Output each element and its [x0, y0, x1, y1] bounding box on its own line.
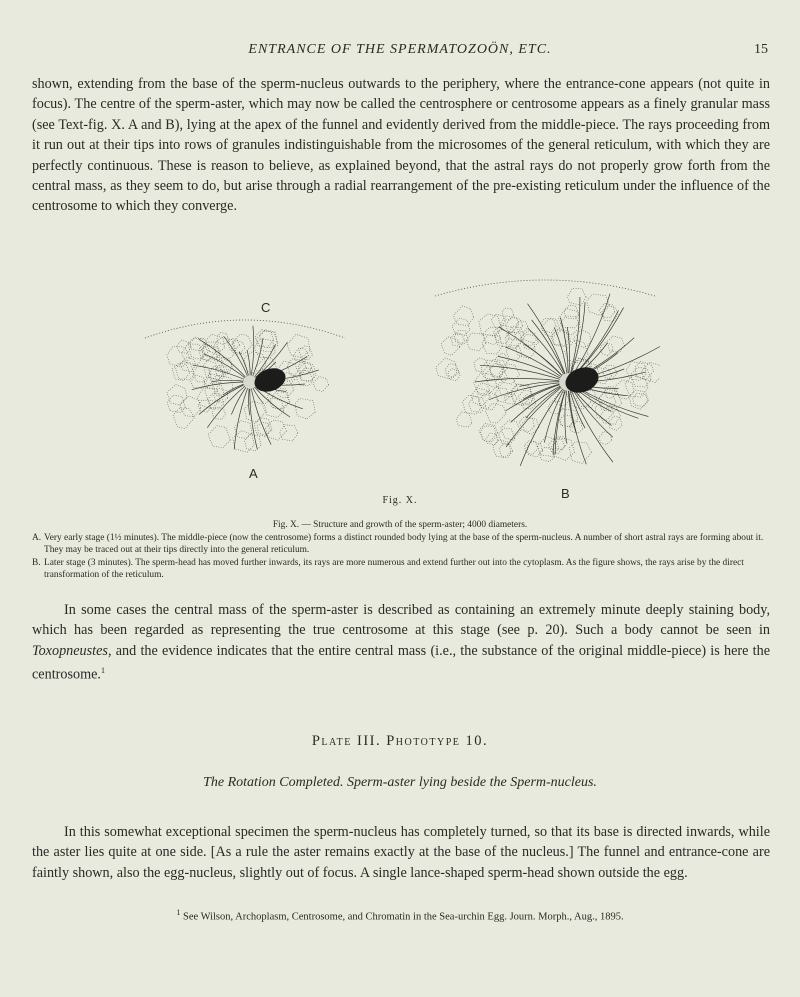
caption-text-a: Very early stage (1½ minutes). The middle-piece (now the centrosome) forms a distinct rounded body lying at the base of the sperm-nucleus. A number of short astral rays are forming about it. They may be traced out at their tips directly into the general reticulum.: [44, 533, 764, 555]
caption-key-b: B.: [32, 558, 41, 568]
caption-key-a: A.: [32, 533, 42, 543]
paragraph-1: shown, extending from the base of the sperm-nucleus outwards to the periphery, where the entrance-cone appears (not quite in focus). The centre of the sperm-aster, which may now be called the centrosphere or centrosome appears as a finely granular mass (see Text-fig. X. A and B), lying at the apex of the funnel and evidently derived from the middle-piece. The rays proceeding from it run out at their tips into rows of granules indistinguishable from the microsomes of the general reticulum, with which they are perfectly continuous. These is reason to believe, as explained beyond, that the astral rays do not properly grow forth from the central mass, as they seem to do, but arise through a radial rearrangement of the pre-existing reticulum under the influence of the centrosome to which they converge.: [32, 76, 770, 215]
figure-title: Fig. X.: [382, 495, 418, 506]
paragraph-3: In this somewhat exceptional specimen the sperm-nucleus has completely turned, so that its base is directed inwards, while the aster lies quite at one side. [As a rule the aster remains exactly at the base of the nucleus.] The funnel and entrance-cone are faintly shown, also the egg-nucleus, slightly out of focus. A single lance-shaped sperm-head shown outside the egg.: [32, 824, 770, 881]
species-name: Toxopneustes: [32, 642, 108, 659]
footnote: [0, 908, 800, 923]
caption-item-b: [32, 558, 772, 581]
plate-subtitle: The Rotation Completed. Sperm-aster lying beside the Sperm-nucleus.: [203, 775, 597, 790]
caption-item-a: [32, 533, 772, 556]
figure-label-c: C: [261, 300, 271, 315]
page-number: 15: [754, 42, 768, 57]
figure-label-a: A: [249, 466, 258, 481]
footnote-reference: 1: [100, 666, 105, 676]
running-head: ENTRANCE OF THE SPERMATOZOÖN, ETC.: [248, 42, 552, 57]
caption-text-b: Later stage (3 minutes). The sperm-head has moved further inwards, its rays are more numerous and extend further out into the cytoplasm. As the figure shows, the rays arise by the direct transformation of the reticulum.: [44, 558, 744, 580]
figure-caption: Fig. X. — Structure and growth of the sperm-aster; 4000 diameters.: [272, 520, 528, 530]
figure-a-illustration: [140, 296, 350, 466]
paragraph-2-text-b: , and the evidence indicates that the entire central mass (i.e., the substance of the original middle-piece) is here the centrosome.: [32, 642, 770, 683]
plate-heading: Plate III. Phototype 10.: [311, 733, 489, 749]
footnote-marker: 1: [176, 908, 181, 917]
figure-b-illustration: [430, 262, 660, 482]
footnote-text: See Wilson, Archoplasm, Centrosome, and Chromatin in the Sea-urchin Egg. Journ. Morph., Aug., 1895.: [183, 911, 624, 923]
figure-label-b: B: [561, 486, 570, 501]
paragraph-2: [32, 600, 770, 685]
paragraph-2-text-a: In some cases the central mass of the sperm-aster is described as containing an extremely minute deeply staining body, which has been regarded as representing the true centrosome at this stage (see p. 20). Such a body cannot be seen in: [32, 602, 770, 639]
